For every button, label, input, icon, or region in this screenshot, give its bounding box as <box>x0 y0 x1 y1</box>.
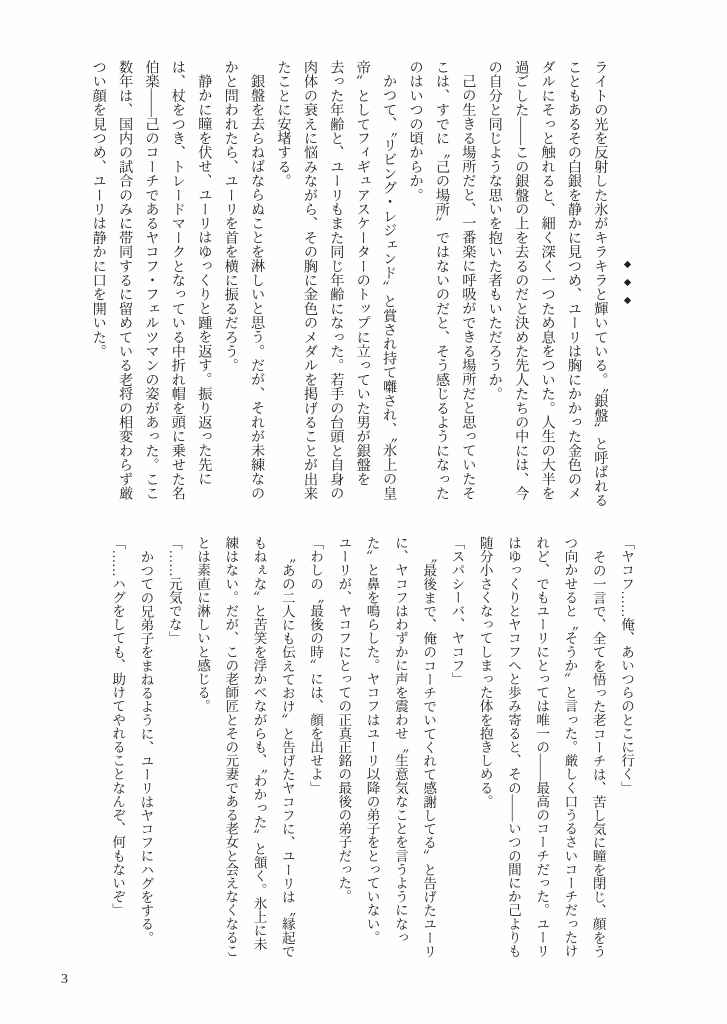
paragraph: かつて、〝リビング・レジェンド〟と賞され持て囃され、〝氷上の皇帝〟としてフィギュアスケーターのトップに立っていた男が銀盤を去った年齢と、ユーリもまた同じ年齢になった。若手の台頭と自身の肉体の衰えに悩みながら、その胸に金色のメダルを掲げることが出来たことに安堵する。 <box>275 60 398 501</box>
paragraph: 「スパシーバ、ヤコフ」 <box>449 536 465 686</box>
paragraph: その一言で、全てを悟った老コーチは、苦し気に瞳を閉じ、顔をうつ向かせると〝そうか〟と言った。厳しく口うるさいコーチだったけれど、でもユーリにとっては唯一の――最高のコーチだった。ユーリはゆっくりとヤコフへと歩み寄ると、その――いつの間にか己よりも随分小さくなってしまった体を抱きしめる。 <box>477 536 606 958</box>
paragraph: かつての兄弟子をまねるように、ユーリはヤコフにハグをする。 <box>138 549 154 944</box>
paragraph: 己の生きる場所だと、一番楽に呼吸ができる場所だと思っていたそこは、すでに〝己の場所〟ではないのだと、そう感じるようになったのはいつの頃からか。 <box>407 60 477 501</box>
page-number: 3 <box>61 972 68 987</box>
text-area <box>62 60 640 958</box>
paragraph: 静かに瞳を伏せ、ユーリはゆっくりと踵を返す。振り返った先には、杖をつき、トレードマークとなっている中折れ帽を頭に乗せた名伯楽――己のコーチであるヤコフ・フェルツマンの姿があった。ここ数年は、国内の試合のみに帯同するに留めている老将の相変わらず厳つい顔を見つめ、ユーリは静かに口を開いた。 <box>90 60 213 501</box>
bottom-text-block <box>62 536 640 958</box>
paragraph: 「ヤコフ……俺、あいつらのとこに行く」 <box>619 536 634 795</box>
top-text-block <box>62 60 640 512</box>
section-divider-diamonds: ◆◆◆ <box>622 259 632 313</box>
paragraph: 「わしの〝最後の時〟には、顔を出せよ」 <box>308 536 324 795</box>
paragraph: 「……ハグをしても、助けてやれることなんぞ、何もないぞ」 <box>110 536 126 917</box>
paragraph: 〝最後まで、俺のコーチでいてくれて感謝してる〟と告げたユーリに、ヤコフはわずかに声を震わせ〝生意気なことを言うようになった〟と鼻を鳴らした。ヤコフはユーリ以降の弟子をとっていない。ユーリが、ヤコフにとっての正真正銘の最後の弟子だった。 <box>336 536 437 958</box>
paragraph: 〝あの二人にも伝えておけ〟と告げたヤコフに、ユーリは〝縁起でもねぇな〟と苦笑を浮かべながらも、〝わかった〟と頷く。氷上に未練はない。だが、この老師匠とその元妻である老女と会えなくなることは素直に淋しいと感じる。 <box>195 536 295 958</box>
paragraph: ライトの光を反射した氷がキラキラと輝いている。〝銀盤〟と呼ばれることもあるその白銀を静かに見つめ、ユーリは胸にかかった金色のメダルにそっと触れると、細く深く一つため息をついた。人生の大半を過ごした――この銀盤の上を去るのだと決めた先人たちの中には、今の自分と同じような思いを抱いた者もいただろうか。 <box>486 60 609 508</box>
paragraph: 「……元気でな」 <box>166 536 182 645</box>
paragraph: 銀盤を去らねばならぬことを淋しいと思う。だが、それが未練なのかと問われたら、ユーリを首を横に振るだろう。 <box>222 60 266 501</box>
